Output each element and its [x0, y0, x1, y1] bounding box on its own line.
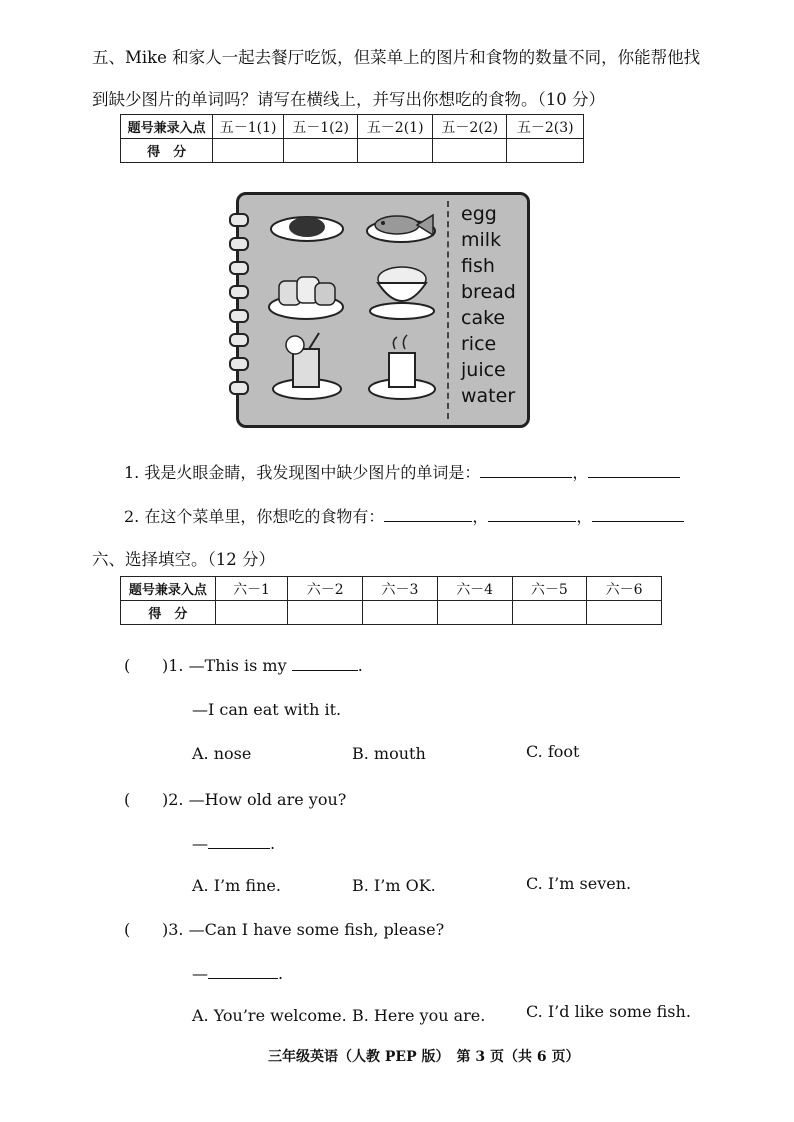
score-col: 五－1(1)	[213, 115, 284, 139]
menu-word: egg	[461, 203, 497, 225]
spiral-ring	[229, 357, 249, 371]
menu-word: juice	[461, 359, 506, 381]
section6-title: 六、选择填空。（12 分）	[92, 550, 275, 569]
score-col: 五－2(1)	[358, 115, 433, 139]
option-b: B. mouth	[352, 744, 426, 763]
score-cell[interactable]	[213, 139, 284, 163]
answer-blank[interactable]	[208, 834, 270, 849]
bread-plate-icon	[265, 267, 347, 321]
spiral-ring	[229, 213, 249, 227]
section5-question-1: 1. 我是火眼金睛，我发现图中缺少图片的单词是： ，	[124, 460, 680, 483]
question-text: 1. 我是火眼金睛，我发现图中缺少图片的单词是：	[124, 463, 481, 482]
score-cell[interactable]	[215, 601, 288, 625]
fish-plate-icon	[363, 205, 439, 245]
menu-word: cake	[461, 307, 506, 329]
score-col: 五－1(2)	[283, 115, 358, 139]
answer-blank[interactable]	[384, 507, 472, 522]
score-header: 题号兼录入点	[121, 577, 216, 601]
score-row-label: 得 分	[121, 139, 213, 163]
spiral-ring	[229, 285, 249, 299]
question-2-reply: — .	[192, 834, 276, 853]
score-col: 六－4	[437, 577, 512, 601]
menu-word-list	[447, 201, 539, 419]
answer-blank[interactable]	[588, 463, 680, 478]
question-1	[162, 656, 363, 675]
question-text: 2. 在这个菜单里，你想吃的食物有：	[124, 507, 385, 526]
section5-title-line1: 五、Mike 和家人一起去餐厅吃饭，但菜单上的图片和食物的数量不同，你能帮他找	[92, 48, 701, 67]
score-cell[interactable]	[358, 139, 433, 163]
question-3	[162, 920, 444, 939]
score-cell[interactable]	[283, 139, 358, 163]
score-col: 五－2(2)	[432, 115, 507, 139]
answer-paren[interactable]: (	[124, 920, 161, 939]
score-table-section5	[120, 114, 584, 163]
option-a: A. You’re welcome.	[192, 1006, 347, 1025]
score-col: 六－3	[363, 577, 438, 601]
score-row-label: 得 分	[121, 601, 216, 625]
question-number: )1.	[162, 656, 184, 675]
menu-word: water	[461, 385, 516, 407]
page-footer: 三年级英语（人教 PEP 版） 第 3 页（共 6 页）	[268, 1049, 580, 1065]
answer-blank[interactable]	[480, 463, 572, 478]
egg-plate-icon	[267, 205, 347, 245]
menu-word: fish	[461, 255, 495, 277]
option-b: B. Here you are.	[352, 1006, 486, 1025]
score-cell[interactable]	[432, 139, 507, 163]
score-cell[interactable]	[512, 601, 587, 625]
score-col: 六－5	[512, 577, 587, 601]
menu-word: milk	[461, 229, 502, 251]
answer-blank[interactable]	[208, 964, 278, 979]
score-cell[interactable]	[437, 601, 512, 625]
option-a: A. nose	[192, 744, 252, 763]
spiral-ring	[229, 309, 249, 323]
answer-paren[interactable]: (	[124, 790, 161, 809]
option-a: A. I’m fine.	[192, 876, 281, 895]
reply-dash: —	[192, 834, 208, 853]
spiral-ring	[229, 237, 249, 251]
menu-book	[236, 192, 530, 428]
rice-bowl-icon	[367, 261, 437, 321]
score-table-section6	[120, 576, 662, 625]
question-end: .	[357, 656, 363, 675]
score-cell[interactable]	[363, 601, 438, 625]
option-c: C. I’m seven.	[526, 874, 632, 893]
question-prompt: —This is my	[188, 656, 287, 675]
answer-blank[interactable]	[292, 656, 358, 671]
section5-title-line2: 到缺少图片的单词吗？请写在横线上，并写出你想吃的食物。（10 分）	[92, 90, 605, 109]
spiral-ring	[229, 333, 249, 347]
score-cell[interactable]	[587, 601, 662, 625]
question-number: )3.	[162, 920, 184, 939]
score-col: 六－1	[215, 577, 288, 601]
reply-dash: —	[192, 964, 208, 983]
spiral-ring	[229, 381, 249, 395]
question-3-reply: — .	[192, 964, 284, 983]
menu-word: rice	[461, 333, 497, 355]
score-col: 六－6	[587, 577, 662, 601]
spiral-ring	[229, 261, 249, 275]
option-c: C. I’d like some fish.	[526, 1002, 691, 1021]
score-col: 五－2(3)	[507, 115, 584, 139]
option-c: C. foot	[526, 742, 580, 761]
score-col: 六－2	[288, 577, 363, 601]
answer-blank[interactable]	[488, 507, 576, 522]
score-cell[interactable]	[288, 601, 363, 625]
menu-word: bread	[461, 281, 516, 303]
option-b: B. I’m OK.	[352, 876, 436, 895]
score-header: 题号兼录入点	[121, 115, 213, 139]
section5-question-2: 2. 在这个菜单里，你想吃的食物有： ， ，	[124, 504, 684, 527]
juice-glass-icon	[269, 331, 345, 401]
water-glass-icon	[365, 331, 439, 401]
score-cell[interactable]	[507, 139, 584, 163]
question-2	[162, 790, 346, 809]
question-prompt: —How old are you?	[188, 790, 347, 809]
question-1-reply: —I can eat with it.	[192, 700, 342, 719]
answer-blank[interactable]	[592, 507, 684, 522]
question-prompt: —Can I have some fish, please?	[188, 920, 445, 939]
question-number: )2.	[162, 790, 184, 809]
answer-paren[interactable]: (	[124, 656, 161, 675]
